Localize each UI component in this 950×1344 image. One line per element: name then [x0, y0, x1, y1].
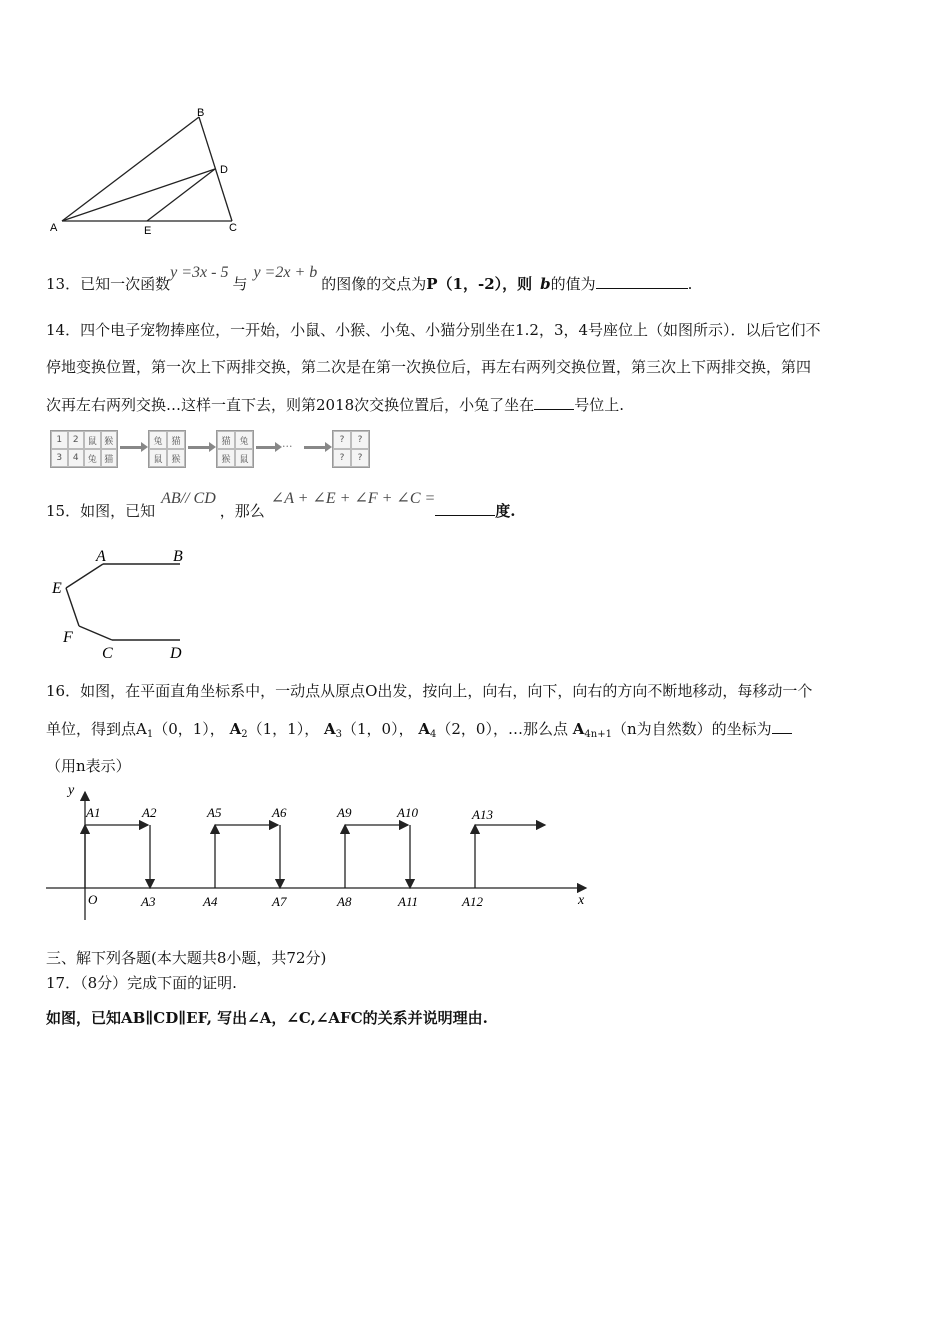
q15-end: 度. [495, 502, 516, 520]
point-label-top: A1 [86, 805, 101, 820]
q13-text-3: 的图像的交点为 [321, 275, 427, 293]
seat-monkey: 猴 [101, 431, 118, 449]
label-E: E [144, 225, 152, 237]
q16-text-a: 单位，得到点A [46, 720, 147, 738]
ellipsis: ··· [282, 440, 293, 453]
label-B: B [197, 107, 205, 119]
parallel-lines-figure [46, 540, 196, 665]
q16-val-1: （0，1）， [153, 720, 225, 738]
seat-grid-initial [50, 430, 118, 468]
label-C: C [229, 222, 237, 234]
arrow-2 [188, 446, 210, 449]
seat-4: 4 [68, 449, 85, 467]
label-B: B [173, 548, 183, 565]
segment-FC [79, 626, 112, 640]
label-D: D [170, 645, 182, 662]
q15-text-1: 15．如图，已知 [46, 502, 156, 520]
q13-number: 13． [46, 275, 81, 293]
point-label-bottom: A4 [203, 894, 218, 909]
seat-grid-unknown [332, 430, 370, 468]
seat-cell: ? [333, 449, 351, 467]
q15-text-2: ，那么 [219, 502, 265, 520]
point-label-top: A9 [337, 805, 352, 820]
question-15 [46, 490, 516, 522]
segment-AD [62, 169, 215, 221]
q16-point-3: A [323, 720, 336, 738]
q16-val-3: （1，0）， [342, 720, 414, 738]
seat-cell: 猴 [217, 449, 235, 467]
point-label-top: A13 [472, 807, 493, 822]
question-14-line-1: 14．四个电子宠物捧座位，一开始，小鼠、小猴、小兔、小猫分别坐在1.2，3，4号座位上（如图所示）．以后它们不 [46, 321, 821, 339]
point-label-bottom: A3 [141, 894, 156, 909]
q13-end: . [687, 275, 693, 293]
arrow-1 [120, 446, 142, 449]
point-label-top: A2 [142, 805, 157, 820]
segment-AB [62, 117, 199, 221]
question-14-line-2: 停地变换位置，第一次上下两排交换，第二次是在第一次换位后，再左右两列交换位置，第三次上下两排交换，第四 [46, 358, 812, 376]
q16-point-4: A [418, 720, 431, 738]
q16-point-2: A [229, 720, 242, 738]
seat-2: 2 [68, 431, 85, 449]
q13-text-4: 的值为 [550, 275, 596, 293]
point-label-top: A6 [272, 805, 287, 820]
q14-text: 次再左右两列交换…这样一直下去，则第2018次交换位置后，小兔了坐在 [46, 396, 535, 414]
label-F: F [63, 629, 73, 646]
q13-equation-2: y =2x + b [253, 264, 318, 281]
q16-val-4: （2，0），…那么点 [436, 720, 568, 738]
q13-answer-blank[interactable] [596, 274, 688, 289]
question-13 [46, 264, 693, 295]
label-E: E [52, 580, 62, 597]
arrow-4 [304, 446, 326, 449]
seat-3: 3 [51, 449, 68, 467]
axis-label-y: y [68, 783, 75, 798]
q15-given: AB// CD [161, 490, 216, 507]
seat-cell: 兔 [149, 431, 167, 449]
q13-text-2: 与 [232, 275, 248, 293]
point-label-bottom: A8 [337, 894, 352, 909]
segment-EF [66, 588, 79, 626]
q16-sub-2: 2 [241, 729, 248, 740]
q16-sub-4n1: 4n+1 [584, 729, 612, 740]
q13-variable: b [540, 275, 551, 293]
segment-ED [147, 169, 215, 221]
label-A: A [50, 222, 58, 234]
axis-label-x: x [578, 893, 585, 908]
segment-AE [66, 564, 103, 588]
seat-cell: 鼠 [149, 449, 167, 467]
seat-rabbit: 兔 [84, 449, 101, 467]
point-label-bottom: A12 [462, 894, 483, 909]
question-16-line-2 [46, 719, 792, 745]
seat-cell: 鼠 [235, 449, 253, 467]
q16-answer-blank[interactable] [772, 719, 792, 734]
seat-cell: 猫 [167, 431, 185, 449]
seat-grid-step-2 [216, 430, 254, 468]
q14-answer-blank[interactable] [534, 395, 574, 410]
q13-text-1: 已知一次函数 [80, 275, 171, 293]
seat-cell: 猴 [167, 449, 185, 467]
seat-1: 1 [51, 431, 68, 449]
point-label-bottom: A11 [398, 894, 418, 909]
question-17-body: 如图，已知AB∥CD∥EF, 写出∠A，∠C,∠AFC的关系并说明理由. [46, 1009, 488, 1027]
section-3-title: 三、解下列各题(本大题共8小题，共72分) [46, 949, 327, 967]
q15-expression: ∠A + ∠E + ∠F + ∠C = [270, 490, 436, 507]
q16-sub-1: 1 [146, 729, 154, 740]
label-C: C [102, 645, 113, 662]
point-label-top: A10 [397, 805, 418, 820]
question-14-line-3 [46, 395, 624, 415]
label-A: A [96, 548, 106, 565]
origin-label: O [88, 892, 98, 907]
seat-cell: ? [351, 431, 369, 449]
q14-end: 号位上. [574, 396, 624, 414]
q16-val-4n1: （n为自然数）的坐标为 [611, 720, 772, 738]
q16-sub-3: 3 [335, 729, 342, 740]
seat-grid-step-1 [148, 430, 186, 468]
seat-cat: 猫 [101, 449, 118, 467]
point-label-bottom: A7 [272, 894, 287, 909]
seat-cell: ? [333, 431, 351, 449]
q13-point: P（1，-2），则 [426, 275, 533, 293]
arrow-3 [256, 446, 276, 449]
q16-val-2: （1，1）， [247, 720, 320, 738]
seat-cell: 猫 [217, 431, 235, 449]
label-D: D [220, 164, 228, 176]
point-label-top: A5 [207, 805, 222, 820]
q13-equation-1: y =3x - 5 [170, 264, 229, 281]
question-17-title: 17．（8分）完成下面的证明. [46, 974, 237, 992]
q16-point-4n1: A [572, 720, 585, 738]
coordinate-path-figure [40, 780, 600, 930]
q15-answer-blank[interactable] [435, 501, 495, 516]
question-16-line-1: 16．如图，在平面直角坐标系中，一动点从原点O出发，按向上，向右，向下，向右的方向不断地移动，每移动一个 [46, 682, 813, 700]
q16-sub-4: 4 [430, 729, 437, 740]
seat-mouse: 鼠 [84, 431, 101, 449]
triangle-figure [40, 100, 250, 240]
seat-cell: ? [351, 449, 369, 467]
question-16-line-3: （用n表示） [46, 757, 131, 775]
seat-cell: 兔 [235, 431, 253, 449]
